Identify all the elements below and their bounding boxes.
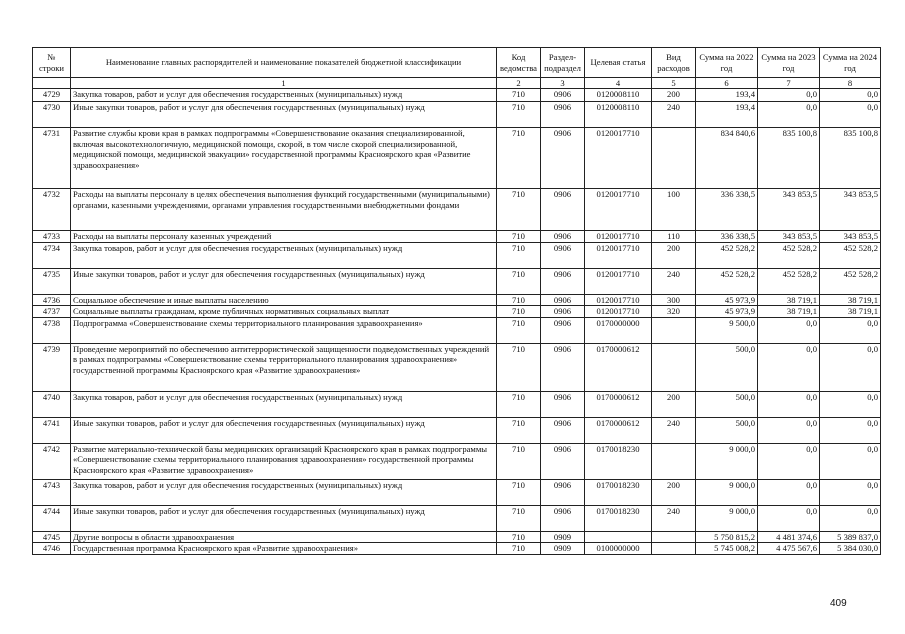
- table-row: [33, 294, 881, 306]
- row-sum-2022: 834 840,6: [696, 128, 758, 189]
- row-section: 0906: [541, 317, 585, 343]
- row-number: 4737: [33, 306, 71, 318]
- col-index: 2: [497, 78, 541, 89]
- row-sum-2023: 0,0: [758, 443, 820, 479]
- row-number: 4735: [33, 268, 71, 294]
- row-number: 4738: [33, 317, 71, 343]
- row-target-article: 0120017710: [585, 294, 652, 306]
- row-number: 4736: [33, 294, 71, 306]
- row-name: Иные закупки товаров, работ и услуг для обеспечения государственных (муниципальных) нужд: [71, 417, 497, 443]
- row-section: 0906: [541, 242, 585, 268]
- row-name: Расходы на выплаты персоналу в целях обеспечения выполнения функций государственными (муниципальными) органами, казенными учреждениями, органами управления государственными внебюджетными фондами: [71, 189, 497, 231]
- table-row: [33, 417, 881, 443]
- row-sum-2023: 0,0: [758, 417, 820, 443]
- row-name: Иные закупки товаров, работ и услуг для обеспечения государственных (муниципальных) нужд: [71, 505, 497, 531]
- row-sum-2023: 0,0: [758, 391, 820, 417]
- row-target-article: 0120017710: [585, 242, 652, 268]
- row-dept-code: 710: [497, 317, 541, 343]
- row-section: 0906: [541, 102, 585, 128]
- row-target-article: 0120017710: [585, 306, 652, 318]
- row-sum-2022: 452 528,2: [696, 268, 758, 294]
- row-dept-code: 710: [497, 306, 541, 318]
- row-sum-2023: 0,0: [758, 317, 820, 343]
- row-expense-type: [652, 343, 696, 391]
- row-section: 0909: [541, 531, 585, 543]
- row-sum-2024: 0,0: [820, 102, 881, 128]
- row-name: Развитие материально-технической базы медицинских организаций Красноярского края в рамках подпрограммы «Совершенствование схемы территориального планирования здравоохранения» государственной программы Красноярского края «Развитие здравоохранения»: [71, 443, 497, 479]
- row-target-article: 0120017710: [585, 268, 652, 294]
- row-section: 0906: [541, 343, 585, 391]
- row-number: 4740: [33, 391, 71, 417]
- row-sum-2022: 9 500,0: [696, 317, 758, 343]
- row-sum-2022: 336 338,5: [696, 189, 758, 231]
- row-sum-2024: 5 389 837,0: [820, 531, 881, 543]
- header-row: [33, 48, 881, 78]
- row-sum-2023: 38 719,1: [758, 306, 820, 318]
- row-number: 4732: [33, 189, 71, 231]
- row-expense-type: 240: [652, 268, 696, 294]
- row-number: 4741: [33, 417, 71, 443]
- row-sum-2023: 38 719,1: [758, 294, 820, 306]
- row-name: Расходы на выплаты персоналу казенных учреждений: [71, 231, 497, 243]
- row-expense-type: 200: [652, 391, 696, 417]
- row-section: 0906: [541, 128, 585, 189]
- row-expense-type: 240: [652, 505, 696, 531]
- row-target-article: 0170000612: [585, 343, 652, 391]
- row-dept-code: 710: [497, 189, 541, 231]
- row-number: 4746: [33, 543, 71, 555]
- row-name: Закупка товаров, работ и услуг для обеспечения государственных (муниципальных) нужд: [71, 89, 497, 102]
- row-number: 4731: [33, 128, 71, 189]
- row-sum-2024: 0,0: [820, 317, 881, 343]
- row-target-article: 0170000000: [585, 317, 652, 343]
- col-header-section: Раздел-подраздел: [541, 48, 585, 78]
- row-target-article: 0170000612: [585, 391, 652, 417]
- row-section: 0906: [541, 294, 585, 306]
- col-index: 1: [71, 78, 497, 89]
- row-expense-type: [652, 317, 696, 343]
- row-sum-2022: 45 973,9: [696, 306, 758, 318]
- row-target-article: 0170018230: [585, 443, 652, 479]
- row-expense-type: 240: [652, 102, 696, 128]
- col-header-sum2022: Сумма на 2022 год: [696, 48, 758, 78]
- col-header-target: Целевая статья: [585, 48, 652, 78]
- row-section: 0906: [541, 443, 585, 479]
- row-sum-2022: 9 000,0: [696, 443, 758, 479]
- row-dept-code: 710: [497, 505, 541, 531]
- row-expense-type: 100: [652, 189, 696, 231]
- row-target-article: 0120017710: [585, 128, 652, 189]
- row-sum-2022: 193,4: [696, 102, 758, 128]
- row-name: Социальное обеспечение и иные выплаты населению: [71, 294, 497, 306]
- row-sum-2023: 343 853,5: [758, 231, 820, 243]
- row-dept-code: 710: [497, 89, 541, 102]
- row-sum-2024: 0,0: [820, 443, 881, 479]
- row-target-article: [585, 531, 652, 543]
- row-sum-2024: 38 719,1: [820, 294, 881, 306]
- row-target-article: 0170018230: [585, 505, 652, 531]
- table-row: [33, 543, 881, 555]
- row-name: Государственная программа Красноярского края «Развитие здравоохранения»: [71, 543, 497, 555]
- row-expense-type: 110: [652, 231, 696, 243]
- table-row: [33, 89, 881, 102]
- row-sum-2024: 0,0: [820, 417, 881, 443]
- table-row: [33, 531, 881, 543]
- row-sum-2022: 336 338,5: [696, 231, 758, 243]
- row-number: 4745: [33, 531, 71, 543]
- row-dept-code: 710: [497, 531, 541, 543]
- row-section: 0906: [541, 231, 585, 243]
- table-row: [33, 343, 881, 391]
- row-expense-type: [652, 531, 696, 543]
- row-target-article: 0120008110: [585, 102, 652, 128]
- row-sum-2024: 5 384 030,0: [820, 543, 881, 555]
- row-section: 0906: [541, 306, 585, 318]
- row-sum-2023: 4 481 374,6: [758, 531, 820, 543]
- row-sum-2022: 45 973,9: [696, 294, 758, 306]
- row-target-article: 0120008110: [585, 89, 652, 102]
- col-index: [33, 78, 71, 89]
- row-number: 4730: [33, 102, 71, 128]
- row-dept-code: 710: [497, 242, 541, 268]
- col-header-name: Наименование главных распорядителей и наименование показателей бюджетной классификации: [71, 48, 497, 78]
- row-number: 4744: [33, 505, 71, 531]
- table-row: [33, 443, 881, 479]
- row-name: Иные закупки товаров, работ и услуг для обеспечения государственных (муниципальных) нужд: [71, 102, 497, 128]
- table-row: [33, 128, 881, 189]
- row-name: Социальные выплаты гражданам, кроме публичных нормативных социальных выплат: [71, 306, 497, 318]
- col-header-row-no: № строки: [33, 48, 71, 78]
- row-sum-2022: 500,0: [696, 343, 758, 391]
- row-target-article: 0170000612: [585, 417, 652, 443]
- row-sum-2022: 5 745 008,2: [696, 543, 758, 555]
- row-name: Подпрограмма «Совершенствование схемы территориального планирования здравоохранения»: [71, 317, 497, 343]
- row-sum-2023: 0,0: [758, 343, 820, 391]
- row-dept-code: 710: [497, 294, 541, 306]
- row-expense-type: [652, 128, 696, 189]
- row-sum-2022: 500,0: [696, 417, 758, 443]
- row-sum-2024: 0,0: [820, 343, 881, 391]
- row-dept-code: 710: [497, 102, 541, 128]
- table-row: [33, 317, 881, 343]
- row-sum-2024: 835 100,8: [820, 128, 881, 189]
- table-row: [33, 231, 881, 243]
- row-sum-2023: 452 528,2: [758, 242, 820, 268]
- row-sum-2024: 343 853,5: [820, 231, 881, 243]
- row-dept-code: 710: [497, 343, 541, 391]
- column-index-row: [33, 78, 881, 89]
- row-sum-2024: 452 528,2: [820, 242, 881, 268]
- row-section: 0906: [541, 391, 585, 417]
- row-sum-2022: 452 528,2: [696, 242, 758, 268]
- row-section: 0906: [541, 505, 585, 531]
- row-name: Развитие службы крови края в рамках подпрограммы «Совершенствование оказания специализированной, включая высокотехнологичную, медицинской помощи, скорой, в том числе скорой специализированной, медицинской помощи, медицинской эвакуации» государственной программы Красноярского края «Развитие здравоохранения»: [71, 128, 497, 189]
- row-name: Иные закупки товаров, работ и услуг для обеспечения государственных (муниципальных) нужд: [71, 268, 497, 294]
- row-sum-2024: 452 528,2: [820, 268, 881, 294]
- row-expense-type: 240: [652, 417, 696, 443]
- col-header-sum2024: Сумма на 2024 год: [820, 48, 881, 78]
- col-header-sum2023: Сумма на 2023 год: [758, 48, 820, 78]
- row-sum-2022: 9 000,0: [696, 479, 758, 505]
- row-sum-2024: 0,0: [820, 89, 881, 102]
- row-sum-2023: 0,0: [758, 479, 820, 505]
- row-sum-2022: 193,4: [696, 89, 758, 102]
- row-number: 4742: [33, 443, 71, 479]
- budget-table: [32, 47, 881, 555]
- row-target-article: 0120017710: [585, 189, 652, 231]
- row-dept-code: 710: [497, 268, 541, 294]
- row-name: Закупка товаров, работ и услуг для обеспечения государственных (муниципальных) нужд: [71, 391, 497, 417]
- row-number: 4734: [33, 242, 71, 268]
- row-sum-2022: 500,0: [696, 391, 758, 417]
- row-number: 4739: [33, 343, 71, 391]
- row-section: 0906: [541, 479, 585, 505]
- col-header-exp-type: Вид расходов: [652, 48, 696, 78]
- table-row: [33, 268, 881, 294]
- row-sum-2023: 0,0: [758, 102, 820, 128]
- row-expense-type: 200: [652, 479, 696, 505]
- col-header-dept: Код ведомства: [497, 48, 541, 78]
- row-sum-2023: 0,0: [758, 505, 820, 531]
- row-name: Закупка товаров, работ и услуг для обеспечения государственных (муниципальных) нужд: [71, 479, 497, 505]
- row-section: 0906: [541, 268, 585, 294]
- row-expense-type: 300: [652, 294, 696, 306]
- row-expense-type: 320: [652, 306, 696, 318]
- row-name: Проведение мероприятий по обеспечению антитеррористической защищенности подведомственных учреждений в рамках подпрограммы «Совершенствование схемы территориального планирования здравоохранения» государственной программы Красноярского края «Развитие здравоохранения»: [71, 343, 497, 391]
- row-sum-2023: 452 528,2: [758, 268, 820, 294]
- row-section: 0909: [541, 543, 585, 555]
- table-row: [33, 505, 881, 531]
- row-dept-code: 710: [497, 543, 541, 555]
- page-number: 409: [830, 598, 847, 609]
- row-name: Закупка товаров, работ и услуг для обеспечения государственных (муниципальных) нужд: [71, 242, 497, 268]
- table-row: [33, 479, 881, 505]
- col-index: 5: [652, 78, 696, 89]
- col-index: 7: [758, 78, 820, 89]
- row-number: 4729: [33, 89, 71, 102]
- row-section: 0906: [541, 189, 585, 231]
- row-sum-2022: 9 000,0: [696, 505, 758, 531]
- row-target-article: 0170018230: [585, 479, 652, 505]
- table-row: [33, 242, 881, 268]
- row-sum-2023: 0,0: [758, 89, 820, 102]
- col-index: 6: [696, 78, 758, 89]
- table-row: [33, 189, 881, 231]
- row-number: 4733: [33, 231, 71, 243]
- row-sum-2023: 835 100,8: [758, 128, 820, 189]
- row-sum-2024: 38 719,1: [820, 306, 881, 318]
- col-index: 3: [541, 78, 585, 89]
- row-target-article: 0100000000: [585, 543, 652, 555]
- row-dept-code: 710: [497, 479, 541, 505]
- table-body: [33, 89, 881, 555]
- row-dept-code: 710: [497, 417, 541, 443]
- row-dept-code: 710: [497, 231, 541, 243]
- row-name: Другие вопросы в области здравоохранения: [71, 531, 497, 543]
- row-expense-type: 200: [652, 89, 696, 102]
- row-sum-2024: 343 853,5: [820, 189, 881, 231]
- table-row: [33, 391, 881, 417]
- row-number: 4743: [33, 479, 71, 505]
- row-sum-2023: 343 853,5: [758, 189, 820, 231]
- row-target-article: 0120017710: [585, 231, 652, 243]
- row-dept-code: 710: [497, 443, 541, 479]
- row-sum-2024: 0,0: [820, 505, 881, 531]
- row-dept-code: 710: [497, 391, 541, 417]
- row-expense-type: [652, 543, 696, 555]
- table-row: [33, 306, 881, 318]
- col-index: 8: [820, 78, 881, 89]
- row-sum-2024: 0,0: [820, 391, 881, 417]
- row-section: 0906: [541, 417, 585, 443]
- table-row: [33, 102, 881, 128]
- row-sum-2024: 0,0: [820, 479, 881, 505]
- row-expense-type: [652, 443, 696, 479]
- row-section: 0906: [541, 89, 585, 102]
- row-dept-code: 710: [497, 128, 541, 189]
- row-expense-type: 200: [652, 242, 696, 268]
- col-index: 4: [585, 78, 652, 89]
- row-sum-2023: 4 475 567,6: [758, 543, 820, 555]
- row-sum-2022: 5 750 815,2: [696, 531, 758, 543]
